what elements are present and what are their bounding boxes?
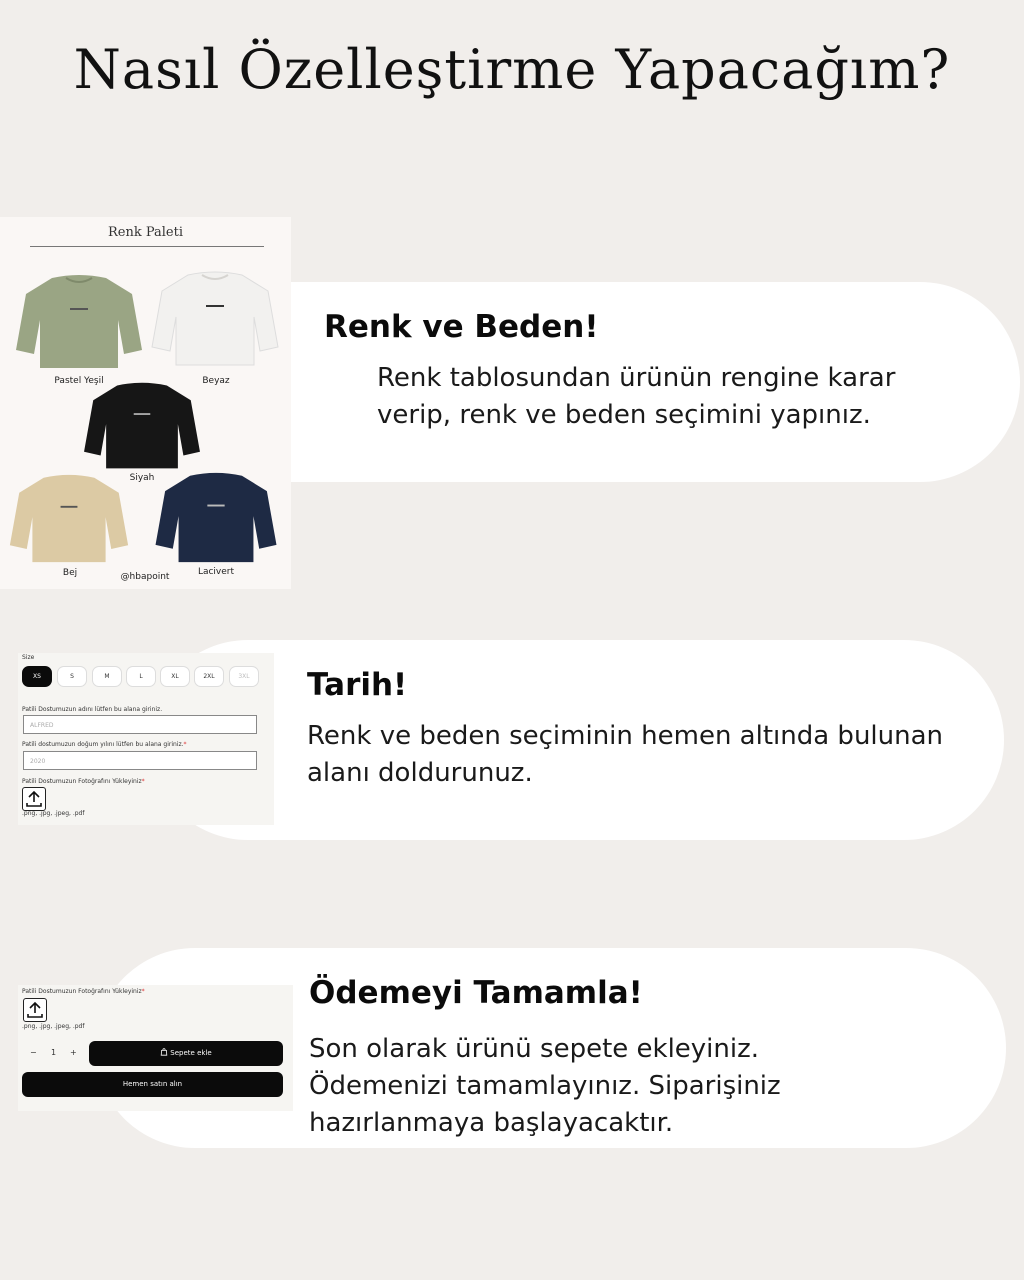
shopping-bag-icon bbox=[160, 1048, 168, 1056]
step-text-line: hazırlanmaya başlayacaktır. bbox=[309, 1108, 674, 1138]
sweater-white bbox=[150, 269, 280, 369]
color-label: Pastel Yeşil bbox=[54, 376, 104, 386]
size-option-l[interactable]: L bbox=[126, 666, 156, 687]
pet-name-input[interactable]: ALFRED bbox=[23, 715, 257, 734]
sweater-navy bbox=[152, 470, 280, 566]
sweater-pastel-green bbox=[14, 272, 144, 372]
divider bbox=[30, 246, 264, 247]
upload-button[interactable] bbox=[22, 787, 46, 811]
color-label: Siyah bbox=[129, 473, 155, 483]
pet-name-label: Patili Dostumuzun adını lütfen bu alana giriniz. bbox=[22, 706, 163, 713]
brand-handle: @hbapoint bbox=[120, 572, 170, 582]
step-title: Tarih! bbox=[307, 667, 408, 703]
step-text-line: Renk ve beden seçiminin hemen altında bulunan bbox=[307, 721, 944, 751]
color-label: Bej bbox=[62, 568, 78, 578]
size-option-3xl[interactable]: 3XL bbox=[229, 666, 259, 687]
step-title: Renk ve Beden! bbox=[324, 309, 599, 345]
step-text-line: Renk tablosundan ürünün rengine karar bbox=[377, 363, 896, 393]
sweater-beige bbox=[8, 472, 130, 566]
size-option-2xl[interactable]: 2XL bbox=[194, 666, 224, 687]
birth-year-label: Patili dostumuzun doğum yılını lütfen bu alana giriniz.* bbox=[22, 741, 187, 748]
photo-upload-label: Patili Dostumuzun Fotoğrafını Yükleyiniz* bbox=[22, 778, 145, 785]
color-label: Beyaz bbox=[202, 376, 230, 386]
page-title: Nasıl Özelleştirme Yapacağım? bbox=[73, 38, 951, 101]
file-types-hint: .png, .jpg, .jpeg, .pdf bbox=[22, 1023, 85, 1030]
upload-icon bbox=[23, 788, 45, 810]
product-options-form bbox=[18, 653, 274, 825]
step-text-line: alanı doldurunuz. bbox=[307, 758, 533, 788]
upload-icon bbox=[24, 999, 46, 1021]
size-option-m[interactable]: M bbox=[92, 666, 122, 687]
quantity-stepper bbox=[23, 1042, 85, 1066]
size-option-s[interactable]: S bbox=[57, 666, 87, 687]
color-label: Lacivert bbox=[197, 567, 235, 577]
color-palette-card bbox=[0, 217, 291, 589]
sweater-black bbox=[82, 380, 202, 472]
buy-now-button[interactable]: Hemen satın alın bbox=[22, 1072, 283, 1097]
upload-button[interactable] bbox=[23, 998, 47, 1022]
step-text-line: verip, renk ve beden seçimini yapınız. bbox=[377, 400, 871, 430]
quantity-value[interactable]: 1 bbox=[51, 1048, 57, 1057]
step-text-line: Son olarak ürünü sepete ekleyiniz. bbox=[309, 1034, 760, 1064]
size-option-xl[interactable]: XL bbox=[160, 666, 190, 687]
palette-title: Renk Paleti bbox=[107, 225, 183, 240]
add-to-cart-button[interactable] bbox=[89, 1041, 283, 1066]
file-types-hint: .png, .jpg, .jpeg, .pdf bbox=[22, 810, 85, 817]
step-title: Ödemeyi Tamamla! bbox=[309, 975, 643, 1011]
birth-year-input[interactable]: 2020 bbox=[23, 751, 257, 770]
checkout-form bbox=[18, 985, 293, 1111]
quantity-increase-button[interactable]: + bbox=[70, 1048, 77, 1057]
add-to-cart-label: Sepete ekle bbox=[170, 1049, 212, 1057]
photo-upload-label: Patili Dostumuzun Fotoğrafını Yükleyiniz* bbox=[22, 988, 145, 995]
step-text-line: Ödemenizi tamamlayınız. Siparişiniz bbox=[309, 1071, 781, 1101]
quantity-decrease-button[interactable]: − bbox=[30, 1048, 37, 1057]
size-label: Size bbox=[22, 654, 35, 661]
size-option-xs[interactable]: XS bbox=[22, 666, 52, 687]
